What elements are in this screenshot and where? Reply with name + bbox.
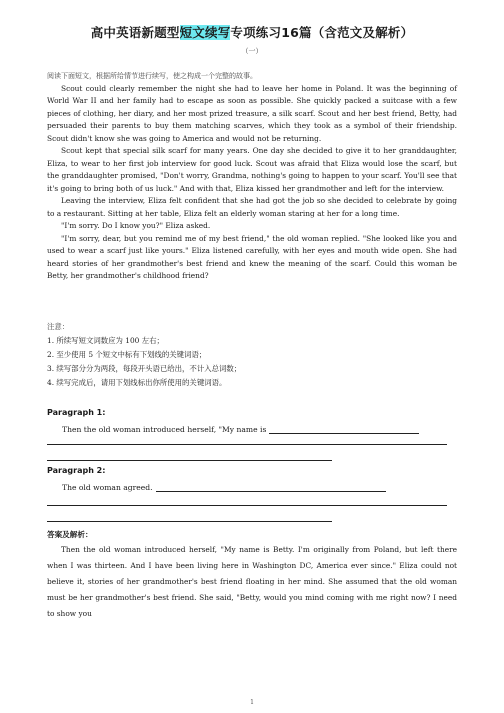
paragraph2-opening: The old woman agreed. [62, 483, 153, 492]
title-suffix: 专项练习16篇（含范文及解析） [230, 25, 414, 40]
paragraph1-line [62, 424, 419, 434]
answer-text [47, 542, 457, 622]
note-item: 4. 续写完成后，请用下划线标出你所使用的关键词语。 [47, 378, 227, 387]
note-item: 1. 所续写短文词数应为 100 左右； [47, 336, 164, 345]
page-number: 1 [250, 699, 254, 706]
story-paragraph-4: "I'm sorry. Do I know you?" Eliza asked. [61, 221, 211, 230]
note-item: 2. 至少使用 5 个短文中标有下划线的关键词语； [47, 350, 207, 359]
answer-paragraph: Then the old woman introduced herself, "My name is Betty. I'm originally from Poland, but left there when I was thirteen. And I have been living here in Washington DC, America ever since." Eliza could not believe it, stories of her grandmother's best friend floating in her mind. She assumed that the old woman must be her grandmother's best friend. She said, "Betty, would you mind coming with me right now? I need to show you [47, 545, 457, 618]
paragraph1-opening: Then the old woman introduced herself, "My name is [62, 425, 267, 434]
writing-line[interactable] [47, 521, 332, 522]
writing-line[interactable] [47, 460, 332, 461]
paragraph2-blank[interactable] [156, 482, 386, 492]
document-title [0, 23, 504, 41]
story-paragraph-2: Scout kept that special silk scarf for many years. One day she decided to give it to her granddaughter, Eliza, to wear to her first job interview for good luck. Scout was afraid that Eliza would lose the scarf, but the granddaughter promised, "Don't worry, Grandma, nothing's going to happen to your scarf. You'll see that it's going to bring both of us luck." And with that, Eliza kissed her grandmother and left for the interview. [47, 146, 457, 193]
title-prefix: 高中英语新题型 [90, 25, 180, 40]
instructions [47, 70, 457, 283]
title-highlight: 短文续写 [179, 25, 231, 40]
paragraph1-label: Paragraph 1: [47, 408, 106, 417]
writing-line[interactable] [47, 505, 447, 506]
note-item: 3. 续写部分分为两段，每段开头语已给出，不计入总词数； [47, 364, 242, 373]
notes-section [47, 320, 457, 390]
story-paragraph-1: Scout could clearly remember the night she had to leave her home in Poland. It was the beginning of World War II and her family had to escape as soon as possible. She quickly packed a suitcase with a few pieces of clothing, her diary, and her most prized treasure, a silk scarf. Scout and her best friend, Betty, had persuaded their parents to buy them matching scarves, which they took as a symbol of their friendship. Scout didn't know she was going to America and would not be returning. [47, 83, 457, 143]
section-number: （一） [241, 47, 263, 55]
story-paragraph-5: "I'm sorry, dear, but you remind me of my best friend," the old woman replied. "She looked like you and used to wear a scarf just like yours." Eliza listened carefully, with her eyes and mouth wide open. She had heard stories of her grandmother's best friend and knew the meaning of the scarf. Could this woman be Betty, her grandmother's childhood friend? [47, 233, 457, 280]
story-paragraph-3: Leaving the interview, Eliza felt confident that she had got the job so she decided to celebrate by going to a restaurant. Sitting at her table, Eliza felt an elderly woman staring at her for a long time. [47, 196, 457, 218]
intro-text: 阅读下面短文，根据所给情节进行续写，使之构成一个完整的故事。 [47, 72, 257, 80]
paragraph2-label: Paragraph 2: [47, 466, 106, 475]
writing-line[interactable] [47, 444, 447, 445]
paragraph2-line [62, 482, 386, 492]
answer-heading: 答案及解析： [47, 530, 93, 539]
notes-heading: 注意： [47, 322, 70, 331]
paragraph1-blank[interactable] [269, 424, 419, 434]
